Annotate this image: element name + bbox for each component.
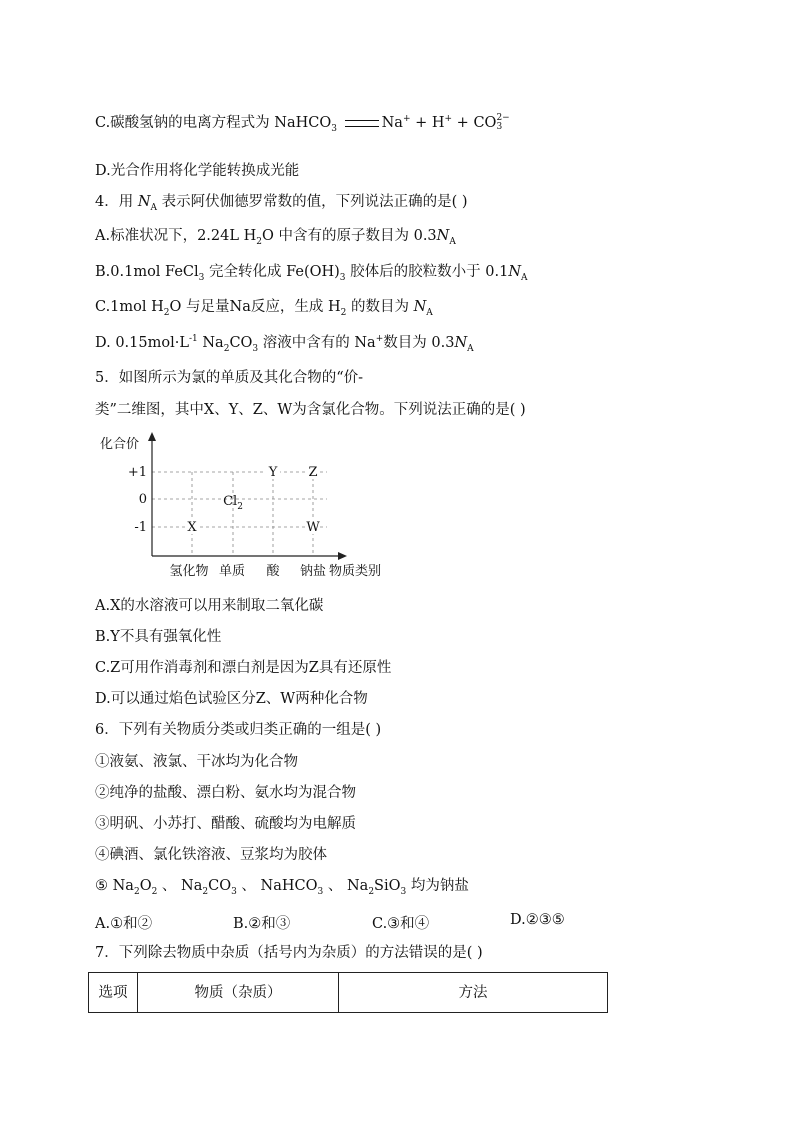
q5-option-b: B.Y不具有强氧化性 <box>95 629 222 645</box>
q6-option-b: B.②和③ <box>233 916 291 932</box>
q4-option-a: A.标准状况下，2.24L $H_2O$ 中含有的原子数目为 $0.3N_A$ <box>95 228 456 247</box>
table-header-substance: 物质（杂质） <box>138 973 339 1013</box>
point-label-w: W <box>306 520 320 535</box>
q6-option-d: D.②③⑤ <box>510 912 565 928</box>
q5-option-c: C.Z可用作消毒剂和漂白剂是因为Z具有还原性 <box>95 660 392 676</box>
table-header-method: 方法 <box>339 973 608 1013</box>
q6-statement-1: ①液氨、液氯、干冰均为化合物 <box>95 754 298 770</box>
point-label-x: X <box>187 520 197 535</box>
y-tick-label: 0 <box>138 492 147 507</box>
point-label-z: Z <box>308 465 318 480</box>
q4-option-b: B.0.1mol FeCl$_3$ 完全转化成 $Fe(OH)_3$ 胶体后的胶粒数小于 $0.1N_A$ <box>95 264 528 283</box>
table-header-row <box>89 973 608 1013</box>
q6-options <box>95 912 615 932</box>
q6-statement-5: ⑤ $Na_2O_2$ 、 $Na_2CO_3$ 、 NaHCO$_3$ 、 $Na_2SiO_3$ 均为钠盐 <box>95 878 469 897</box>
x-tick-label: 单质 <box>218 564 246 579</box>
q6-statement-4: ④碘酒、氯化铁溶液、豆浆均为胶体 <box>95 847 327 863</box>
q6-option-c: C.③和④ <box>372 916 430 932</box>
q5-option-a: A.X的水溶液可以用来制取二氧化碳 <box>95 598 324 614</box>
q3-option-c: C.碳酸氢钠的电离方程式为 NaHCO$_3$ Na+ + H+ + CO 2− 3 <box>95 113 510 134</box>
q6-option-a: A.①和② <box>95 916 153 932</box>
q4-option-d: D. $0.15mol\cdot L^{-1}$ $Na_2CO_3$ 溶液中含有的 Na+数目为 $0.3N_A$ <box>95 334 474 354</box>
q6-statement-2: ②纯净的盐酸、漂白粉、氨水均为混合物 <box>95 785 356 801</box>
q3-option-d: D.光合作用将化学能转换成光能 <box>95 163 300 179</box>
x-tick-label: 氢化物 <box>169 564 209 579</box>
x-axis-arrow <box>338 552 347 560</box>
q4-stem: 4．用 $N_A$ 表示阿伏伽德罗常数的值，下列说法正确的是( ) <box>95 194 468 213</box>
x-axis-label: 物质类别 <box>329 564 382 579</box>
y-tick-label: +1 <box>127 465 147 480</box>
q7-table <box>88 972 608 1013</box>
chart-grid <box>152 472 327 556</box>
q7-stem: 7．下列除去物质中杂质（括号内为杂质）的方法错误的是( ) <box>95 945 483 961</box>
q4-option-c: C.1mol $H_2O$ 与足量Na反应，生成 $H_2$ 的数目为 $N_A$ <box>95 299 433 318</box>
point-label-y: Y <box>268 465 278 480</box>
table-header-option: 选项 <box>89 973 138 1013</box>
q5-stem-line2: 类”二维图，其中X、Y、Z、W为含氯化合物。下列说法正确的是( ) <box>95 402 526 418</box>
y-axis-arrow <box>148 432 156 441</box>
valence-class-chart <box>95 428 405 584</box>
x-tick-label: 钠盐 <box>299 564 327 579</box>
equals-sign <box>345 120 379 127</box>
point-label-cl: $Cl_2$ <box>223 494 243 512</box>
q6-stem: 6．下列有关物质分类或归类正确的一组是( ) <box>95 722 382 738</box>
y-tick-label: -1 <box>134 520 147 535</box>
x-tick-label: 酸 <box>266 564 280 579</box>
y-axis-label: 化合价 <box>100 437 140 452</box>
q5-stem-line1: 5．如图所示为氯的单质及其化合物的“价- <box>95 370 364 386</box>
q6-statement-3: ③明矾、小苏打、醋酸、硫酸均为电解质 <box>95 816 356 832</box>
q5-option-d: D.可以通过焰色试验区分Z、W两种化合物 <box>95 691 368 707</box>
